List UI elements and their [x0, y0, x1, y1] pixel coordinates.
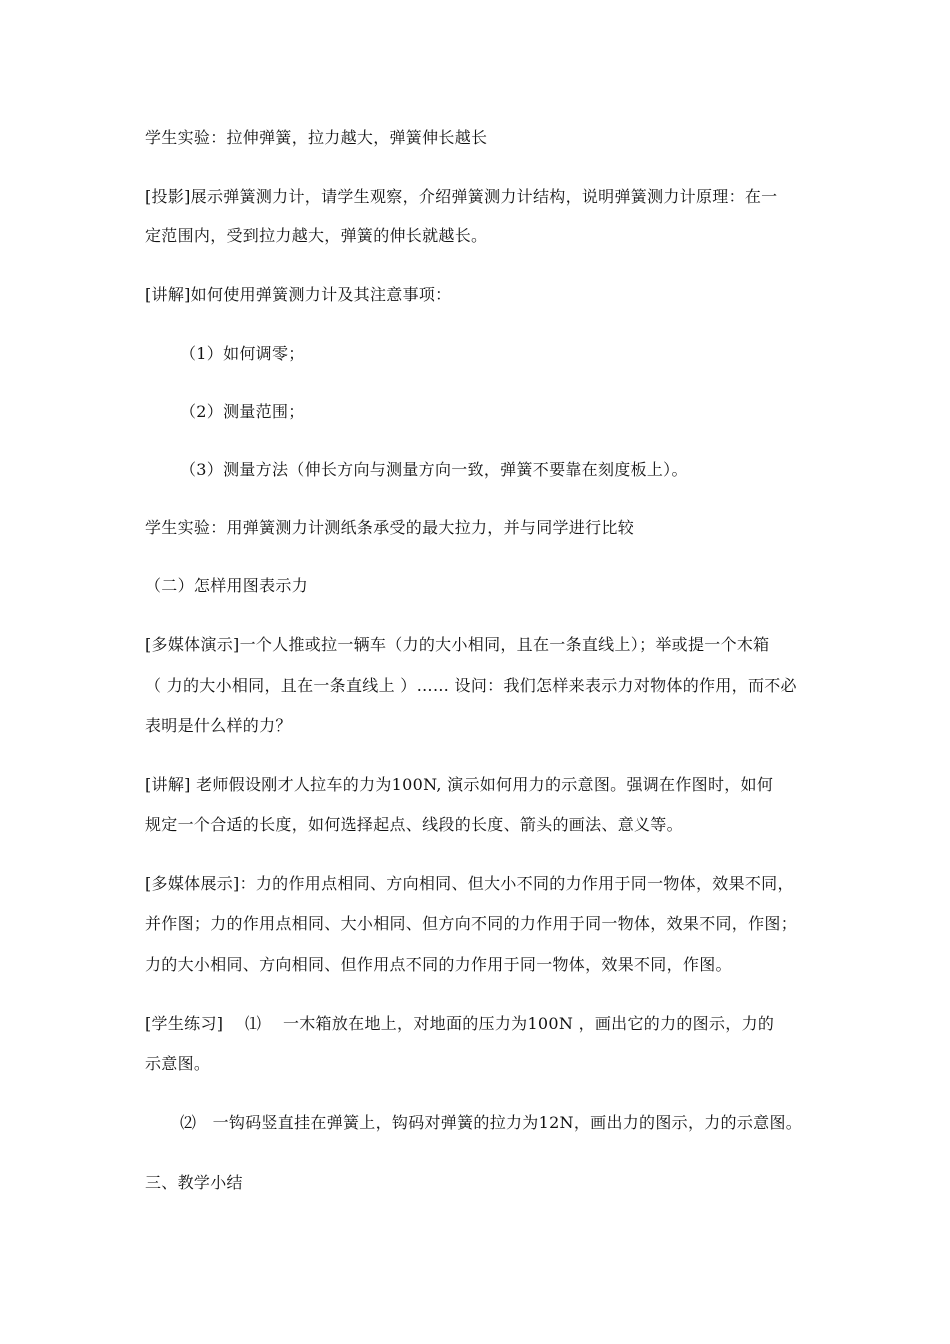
text-line: 示意图。 — [145, 1054, 211, 1073]
text-line: [学生练习] ⑴ 一木箱放在地上，对地面的压力为100N ，画出它的力的图示，力的 — [145, 1014, 775, 1033]
text-line: 力的大小相同、方向相同、但作用点不同的力作用于同一物体，效果不同，作图。 — [145, 955, 732, 974]
section-heading: （二）怎样用图表示力 — [145, 576, 309, 595]
text-line: [投影]展示弹簧测力计，请学生观察，介绍弹簧测力计结构，说明弹簧测力计原理：在一 — [145, 187, 778, 206]
list-item: ⑵ 一钩码竖直挂在弹簧上，钩码对弹簧的拉力为12N，画出力的图示，力的示意图。 — [180, 1113, 803, 1132]
text-line: 学生实验：用弹簧测力计测纸条承受的最大拉力，并与同学进行比较 — [145, 518, 635, 537]
text-line: 规定一个合适的长度，如何选择起点、线段的长度、箭头的画法、意义等。 — [145, 815, 683, 834]
text-line: 并作图；力的作用点相同、大小相同、但方向不同的力作用于同一物体，效果不同，作图； — [145, 914, 798, 933]
text-line: [讲解] 老师假设刚才人拉车的力为100N, 演示如何用力的示意图。强调在作图时，如何 — [145, 775, 774, 794]
text-line: （ 力的大小相同，且在一条直线上 ）…… 设问：我们怎样来表示力对物体的作用，而不必 — [145, 676, 797, 695]
text-line: 表明是什么样的力？ — [145, 716, 292, 735]
list-item: （3）测量方法（伸长方向与测量方向一致，弹簧不要靠在刻度板上）。 — [180, 460, 688, 479]
text-line: 定范围内，受到拉力越大，弹簧的伸长就越长。 — [145, 226, 488, 245]
text-line: [讲解]如何使用弹簧测力计及其注意事项： — [145, 285, 452, 304]
text-line: [多媒体展示]：力的作用点相同、方向相同、但大小不同的力作用于同一物体，效果不同， — [145, 874, 794, 893]
list-item: （1）如何调零； — [180, 344, 305, 363]
text-line: [多媒体演示]一个人推或拉一辆车（力的大小相同，且在一条直线上）；举或提一个木箱 — [145, 635, 770, 654]
section-heading: 三、教学小结 — [145, 1173, 243, 1192]
text-line: 学生实验：拉伸弹簧，拉力越大，弹簧伸长越长 — [145, 128, 488, 147]
list-item: （2）测量范围； — [180, 402, 305, 421]
